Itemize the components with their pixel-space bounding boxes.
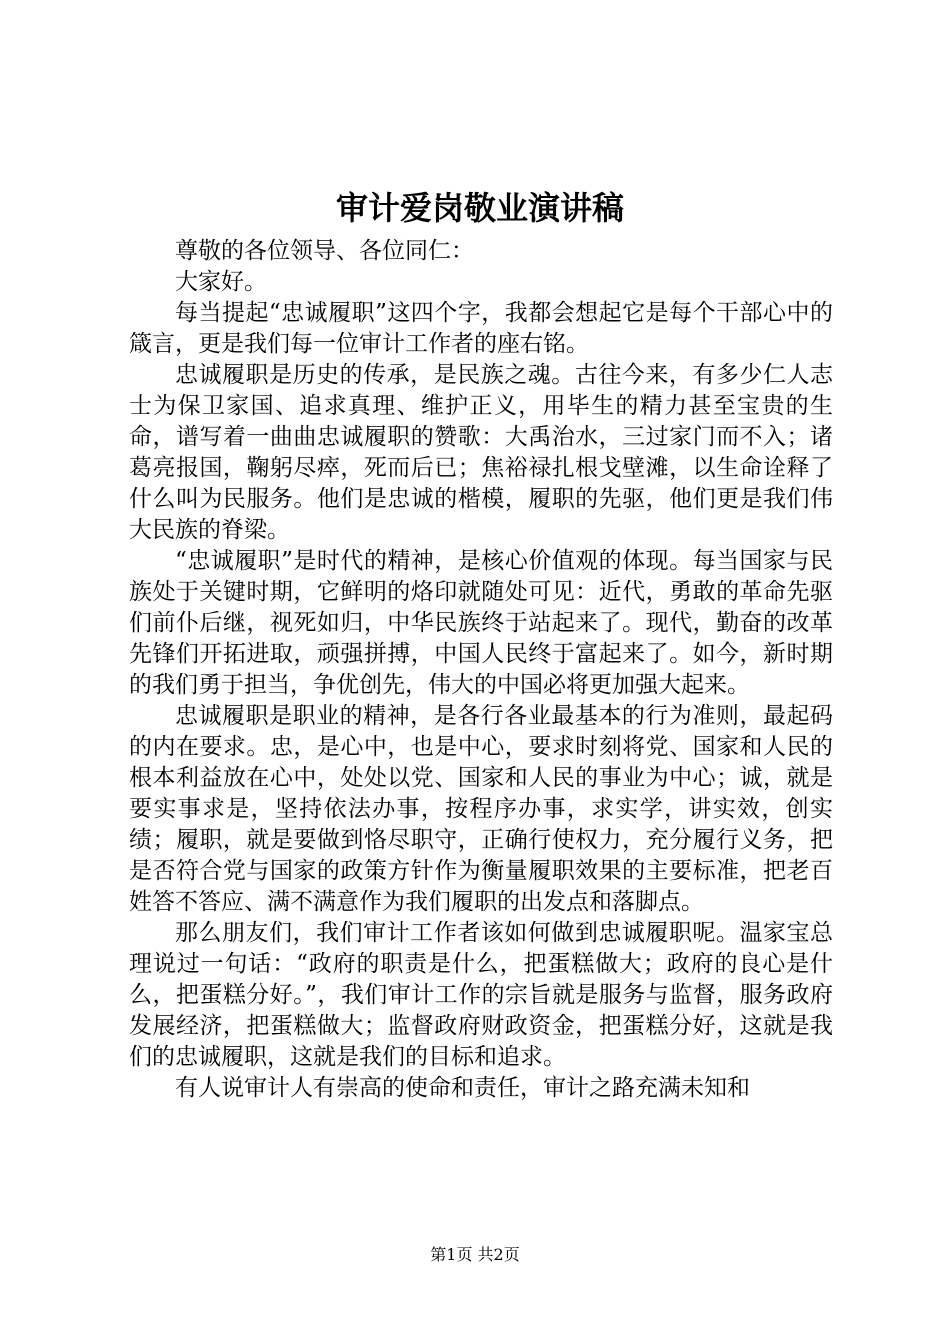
body-paragraph: 那么朋友们，我们审计工作者该如何做到忠诚履职呢。温家宝总理说过一句话：“政府的职责是什么，把蛋糕做大；政府的良心是什么，把蛋糕分好。”，我们审计工作的宗旨就是服务与监督，服务政府发展经济，把蛋糕做大；监督政府财政资金，把蛋糕分好，这就是我们的忠诚履职，这就是我们的目标和追求。 xyxy=(129,920,833,1070)
body-paragraph: 忠诚履职是职业的精神，是各行各业最基本的行为准则，最起码的内在要求。忠，是心中，也是中心，要求时刻将党、国家和人民的根本利益放在心中，处处以党、国家和人民的事业为中心；诚，就是要实事求是，坚持依法办事，按程序办事，求实学，讲实效，创实绩；履职，就是要做到恪尽职守，正确行使权力，充分履行义务，把是否符合党与国家的政策方针作为衡量履职效果的主要标准，把老百姓答不答应、满不满意作为我们履职的出发点和落脚点。 xyxy=(129,703,833,915)
body-paragraph: 忠诚履职是历史的传承，是民族之魂。古往今来，有多少仁人志士为保卫家国、追求真理、维护正义，用毕生的精力甚至宝贵的生命，谱写着一曲曲忠诚履职的赞歌：大禹治水，三过家门而不入；诸葛亮报国，鞠躬尽瘁，死而后已；焦裕禄扎根戈壁滩，以生命诠释了什么叫为民服务。他们是忠诚的楷模，履职的先驱，他们更是我们伟大民族的脊梁。 xyxy=(129,362,833,543)
body-paragraph: 有人说审计人有崇高的使命和责任，审计之路充满未知和 xyxy=(175,1075,750,1101)
document-body xyxy=(129,236,833,1104)
body-paragraph: 每当提起“忠诚履职”这四个字，我都会想起它是每个干部心中的箴言，更是我们每一位审计工作者的座右铭。 xyxy=(129,300,833,357)
document-title: 审计爱岗敬业演讲稿 xyxy=(335,189,624,227)
page-number-footer: 第1页 共2页 xyxy=(430,1245,520,1264)
body-paragraph: “忠诚履职”是时代的精神，是核心价值观的体现。每当国家与民族处于关键时期，它鲜明的烙印就随处可见：近代，勇敢的革命先驱们前仆后继，视死如归，中华民族终于站起来了。现代，勤奋的改革先锋们开拓进取，顽强拼搏，中国人民终于富起来了。如今，新时期的我们勇于担当，争优创先，伟大的中国必将更加强大起来。 xyxy=(129,548,833,698)
greeting-paragraph: 大家好。 xyxy=(175,269,267,295)
salutation-paragraph: 尊敬的各位领导、各位同仁： xyxy=(175,238,474,264)
